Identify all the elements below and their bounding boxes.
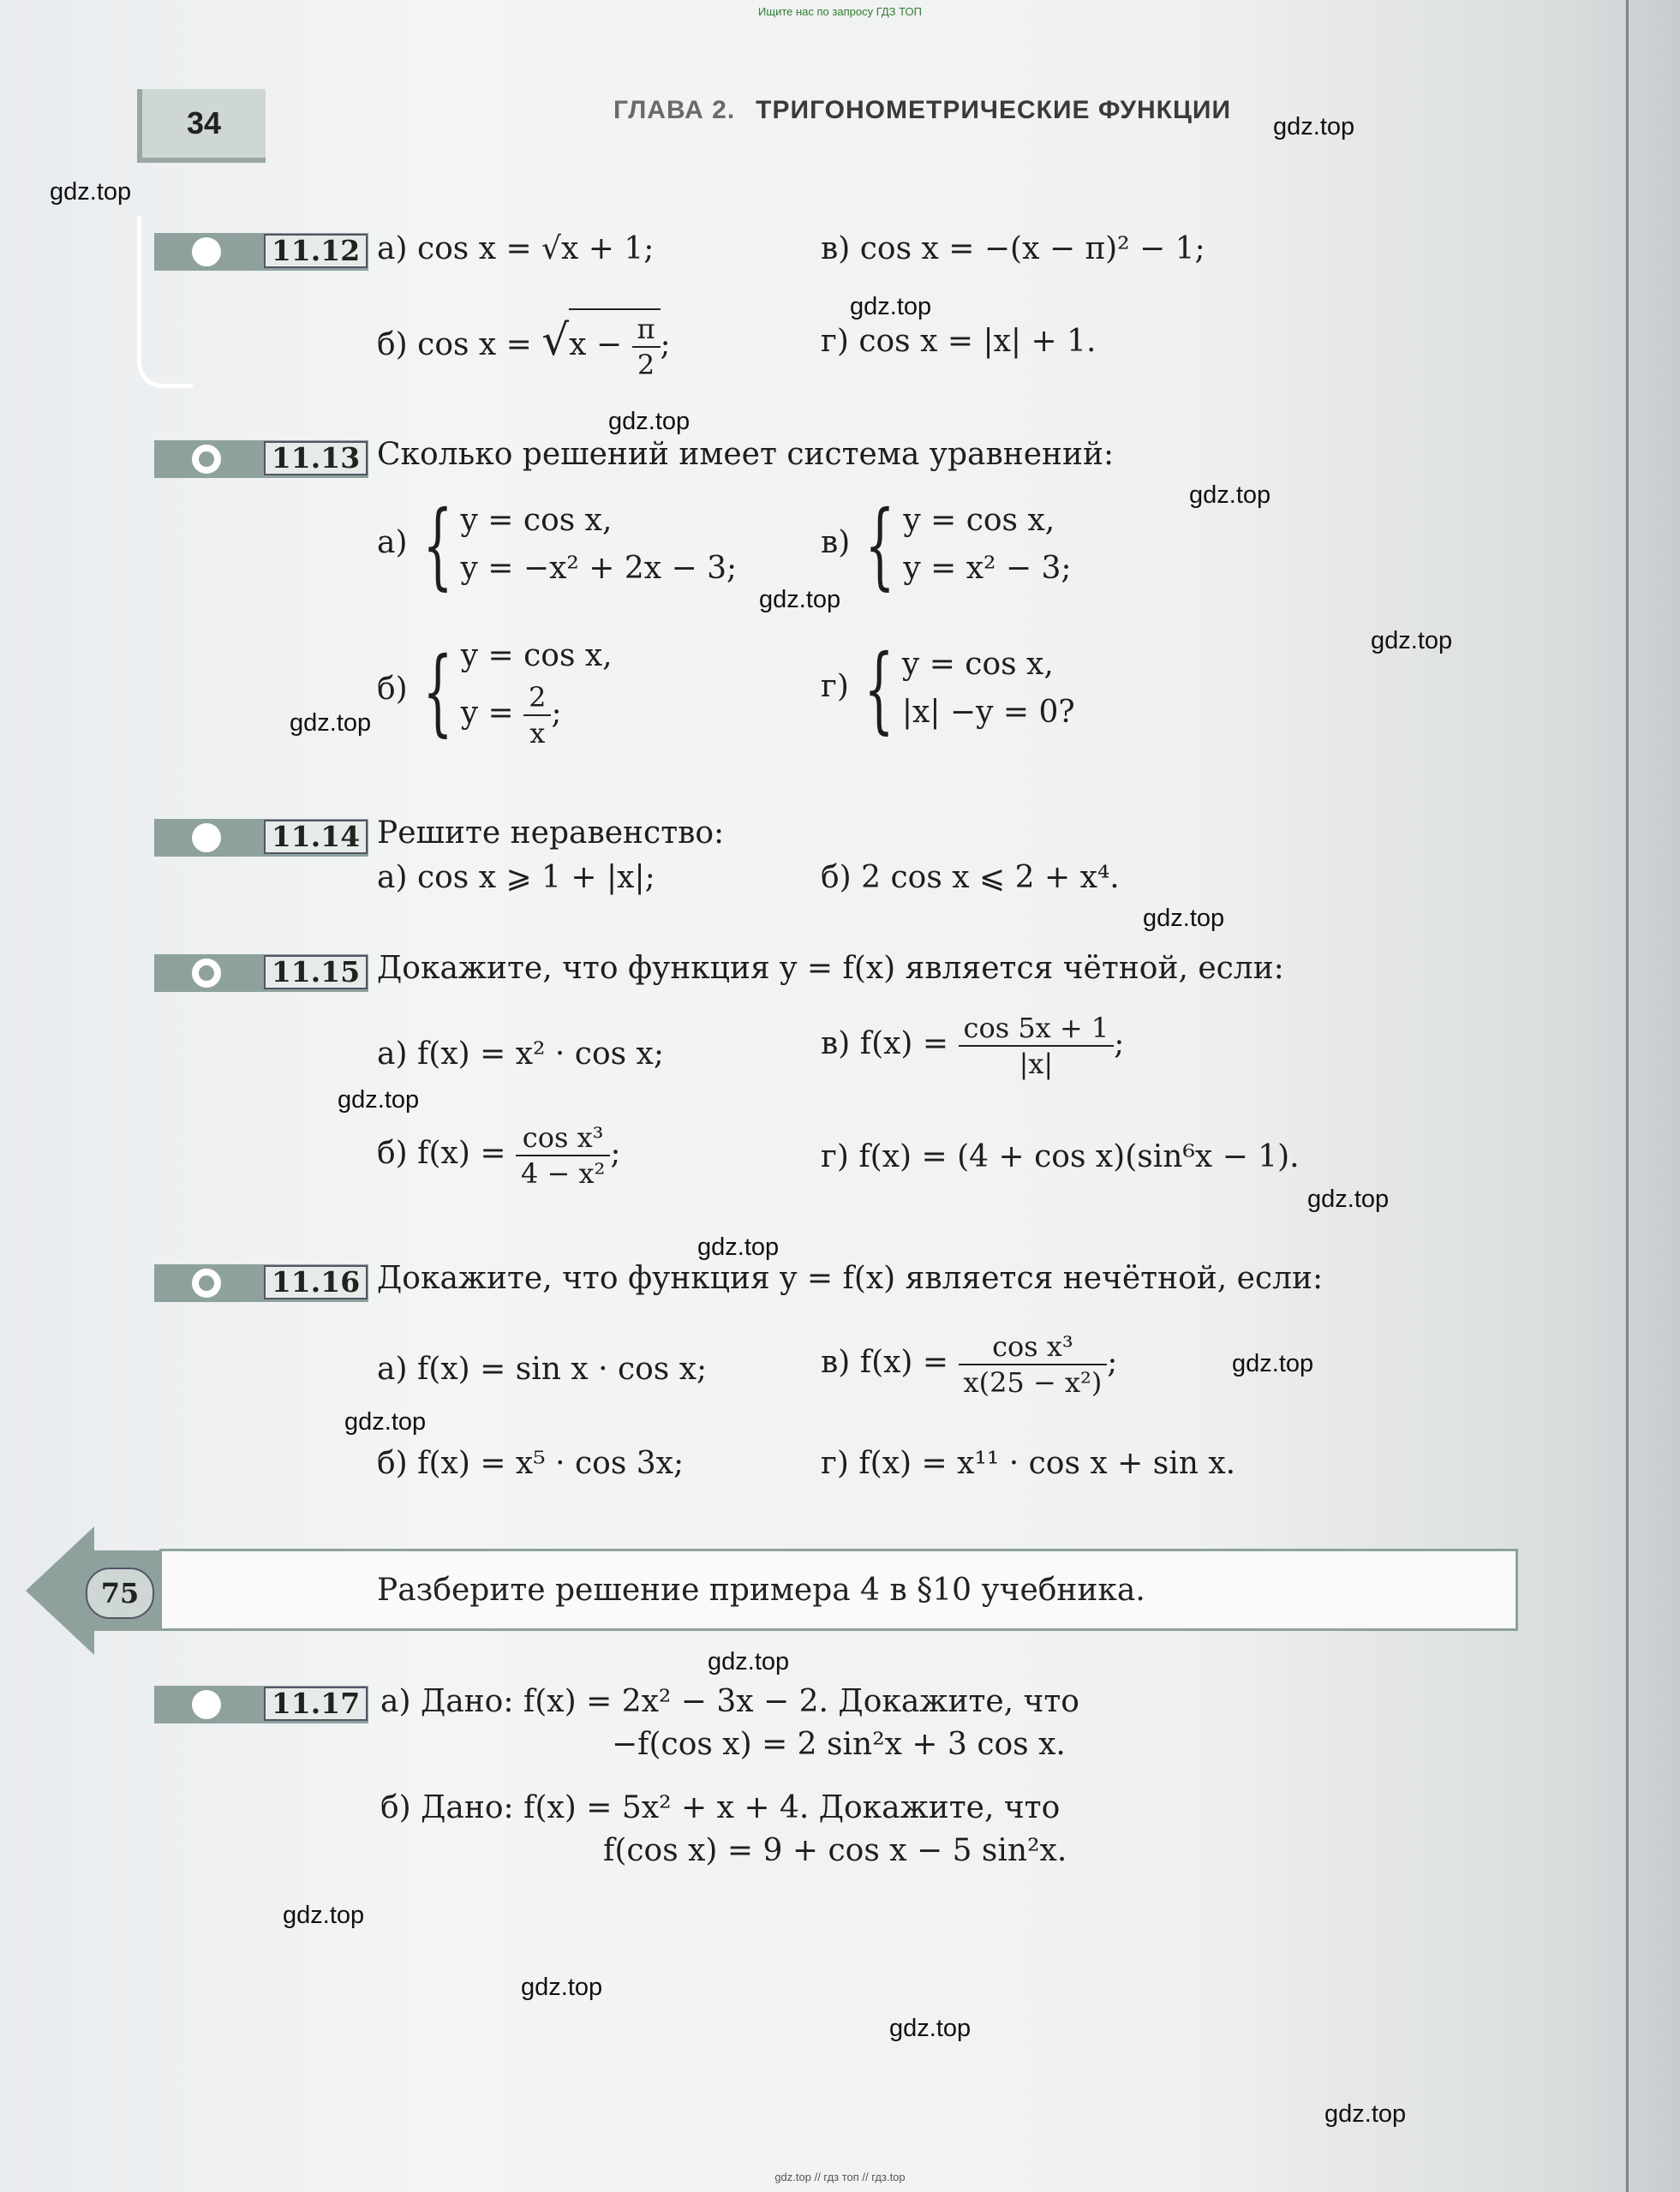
problem-11-12-v: в) cos x = −(x − π)² − 1; [821, 231, 1205, 266]
watermark: gdz.top [283, 1902, 365, 1929]
bottom-caption: gdz.top // гдз топ // гдз.top [774, 2171, 906, 2183]
watermark: gdz.top [697, 1233, 780, 1261]
page-number: 34 [137, 89, 266, 163]
problem-11-16-text: Докажите, что функция y = f(x) является нечётной, если: [377, 1261, 1324, 1296]
numerator: π [632, 312, 661, 348]
numerator: cos 5x + 1 [959, 1011, 1115, 1047]
problem-bar-11-14 [154, 819, 368, 857]
b-suffix: ; [660, 327, 671, 362]
numerator: cos x³ [516, 1120, 610, 1156]
brace-icon: { [422, 490, 453, 600]
problem-11-16-b: б) f(x) = x⁵ · cos 3x; [377, 1446, 685, 1481]
difficulty-dot-icon [192, 1690, 221, 1719]
fraction [523, 680, 551, 750]
problem-number: 11.15 [264, 955, 368, 989]
problem-11-15-g: г) f(x) = (4 + cos x)(sin⁶x − 1). [821, 1139, 1300, 1174]
problem-11-14-text: Решите неравенство: [377, 815, 725, 851]
difficulty-dot-icon [192, 823, 221, 852]
eq-suffix: ; [551, 696, 562, 731]
watermark: gdz.top [290, 709, 372, 737]
page-edge [1626, 0, 1629, 2192]
problem-11-15-a: а) f(x) = x² · cos x; [377, 1036, 664, 1072]
chapter-title: ТРИГОНОМЕТРИЧЕСКИЕ ФУНКЦИИ [756, 96, 1232, 124]
equation: y = cos x, [460, 638, 613, 673]
problem-11-15-text: Докажите, что функция y = f(x) является чётной, если: [377, 951, 1284, 986]
equation: y = −x² + 2x − 3; [460, 551, 738, 586]
problem-bar-11-12 [154, 233, 368, 271]
label: б) [377, 672, 408, 707]
problem-number: 11.14 [264, 820, 368, 854]
problem-11-15-v [821, 1011, 1124, 1081]
expr-pre: б) f(x) = [377, 1136, 516, 1171]
problem-11-13-text: Сколько решений имеет система уравнений: [377, 437, 1115, 472]
label: г) [821, 669, 849, 704]
difficulty-dot-icon [192, 237, 221, 266]
denominator: 2 [637, 349, 655, 381]
equation: y = cos x, [903, 503, 1055, 538]
expr-pre: в) f(x) = [821, 1026, 959, 1061]
info-text: Разберите решение примера 4 в §10 учебника. [377, 1573, 1145, 1608]
problem-11-12-a: а) cos x = √x + 1; [377, 231, 655, 266]
expr-pre: в) f(x) = [821, 1345, 959, 1380]
problem-11-12-g: г) cos x = |x| + 1. [821, 324, 1097, 359]
difficulty-ring-icon [192, 1269, 221, 1298]
system [461, 497, 738, 593]
numerator: cos x³ [959, 1329, 1108, 1365]
problem-11-17-a1: а) Дано: f(x) = 2x² − 3x − 2. Докажите, что [380, 1684, 1079, 1719]
problem-bar-11-15 [154, 954, 368, 992]
fraction [632, 312, 661, 382]
problem-bar-11-13 [154, 440, 368, 478]
problem-11-17-a2: −f(cos x) = 2 sin²x + 3 cos x. [612, 1727, 1066, 1762]
problem-11-16-g: г) f(x) = x¹¹ · cos x + sin x. [821, 1446, 1236, 1481]
equation: y = x² − 3; [903, 551, 1072, 586]
watermark: gdz.top [1307, 1186, 1390, 1213]
watermark: gdz.top [1273, 113, 1355, 140]
expr-suffix: ; [1107, 1345, 1118, 1380]
fraction [959, 1329, 1108, 1400]
watermark: gdz.top [1324, 2100, 1407, 2128]
root-content [569, 308, 660, 382]
chapter-label: ГЛАВА 2. [613, 96, 736, 124]
difficulty-ring-icon [192, 445, 221, 474]
watermark: gdz.top [1143, 905, 1225, 932]
brace-icon: { [864, 634, 894, 744]
problem-bar-11-16 [154, 1264, 368, 1302]
problem-11-16-v [821, 1329, 1117, 1400]
problem-11-17-b1: б) Дано: f(x) = 5x² + x + 4. Докажите, что [380, 1790, 1061, 1825]
numerator: 2 [523, 680, 551, 716]
equation [461, 680, 613, 750]
fraction [516, 1120, 610, 1191]
watermark: gdz.top [1232, 1350, 1314, 1377]
denominator: x [529, 717, 546, 750]
difficulty-ring-icon [192, 959, 221, 988]
watermark: gdz.top [1189, 481, 1271, 509]
problem-11-13-b [377, 632, 613, 750]
eq-pre: y = [460, 696, 524, 731]
equation: |x| −y = 0? [901, 695, 1075, 730]
system [461, 632, 613, 750]
problem-bar-11-17 [154, 1686, 368, 1723]
watermark: gdz.top [608, 408, 691, 435]
label: в) [821, 525, 851, 560]
problem-number: 11.16 [264, 1265, 368, 1299]
expr-suffix: ; [610, 1136, 621, 1171]
watermark: gdz.top [344, 1408, 427, 1436]
watermark: gdz.top [338, 1086, 420, 1114]
chapter-header [613, 96, 1231, 125]
b-prefix: б) cos x = [377, 327, 542, 362]
problem-11-14-a: а) cos x ⩾ 1 + |x|; [377, 860, 655, 895]
problem-11-16-a: а) f(x) = sin x · cos x; [377, 1352, 708, 1387]
sqrt-icon: √ [541, 315, 570, 365]
brace-icon: { [422, 636, 453, 746]
brace-icon: { [864, 490, 895, 600]
problem-11-14-b: б) 2 cos x ⩽ 2 + x⁴. [821, 860, 1120, 895]
problem-11-13-a [377, 490, 738, 600]
denominator: |x| [1019, 1048, 1054, 1080]
watermark: gdz.top [889, 2015, 972, 2042]
watermark: gdz.top [1371, 627, 1453, 654]
problem-number: 11.12 [264, 234, 368, 268]
problem-11-17-b2: f(cos x) = 9 + cos x − 5 sin²x. [603, 1833, 1067, 1868]
denominator: 4 − x² [520, 1157, 606, 1190]
reference-number: 75 [86, 1568, 154, 1619]
system [903, 497, 1071, 593]
label: а) [377, 525, 408, 560]
watermark: gdz.top [759, 586, 841, 613]
problem-11-13-v [821, 490, 1072, 600]
top-caption: Ищите нас по запросу ГДЗ ТОП [758, 5, 922, 18]
fraction [959, 1011, 1115, 1081]
equation: y = cos x, [901, 647, 1054, 682]
problem-11-12-b [377, 308, 671, 382]
problem-11-13-g [821, 634, 1075, 744]
expr-suffix: ; [1114, 1026, 1125, 1061]
system [902, 641, 1075, 737]
watermark: gdz.top [708, 1648, 790, 1675]
root-pre: x − [569, 327, 632, 362]
problem-11-15-b [377, 1120, 620, 1191]
watermark: gdz.top [521, 1974, 603, 2001]
problem-number: 11.13 [264, 441, 368, 475]
watermark: gdz.top [850, 293, 932, 320]
denominator: x(25 − x²) [963, 1366, 1103, 1399]
equation: y = cos x, [460, 503, 613, 538]
problem-number: 11.17 [264, 1687, 368, 1721]
watermark: gdz.top [50, 178, 132, 206]
